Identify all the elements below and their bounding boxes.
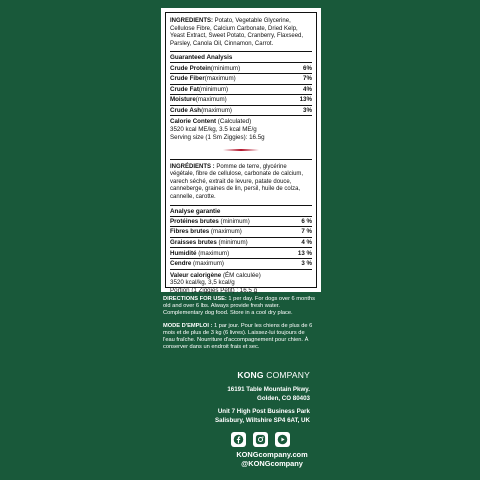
calorie-line2-en: Serving size (1 Sm Ziggies): 16.5g [170,133,265,141]
ingredients-fr-text: Pomme de terre, glycérine végétale, fibre de cellulose, carbonate de calcium, varech séché, extrait de levure, patate douce, canneberge, graines de lin, persil, huile de colza, cannelle, carotte. [170,163,304,200]
analysis-row-label [170,65,240,72]
nutrient-qualifier: (maximum) [196,249,230,257]
nutrient-value: 4 % [301,239,312,247]
directions-en [163,296,318,317]
nutrient-value: 4% [303,85,312,93]
calorie-qual-en: (Calculated) [216,118,252,126]
calorie-content-en [170,118,312,141]
nutrient-value: 6 % [301,217,312,225]
analysis-row-en [170,73,312,84]
youtube-icon[interactable] [275,432,290,447]
nutrient-qualifier: (minimum) [198,85,229,93]
brand-rest: COMPANY [263,370,310,380]
calorie-content-fr [170,272,312,295]
nutrient-name: Cendre [170,260,192,268]
directions-block [163,296,318,357]
nutrient-name: Graisses brutes [170,239,217,247]
nutrient-name: Moisture [170,96,196,104]
directions-fr-label: MODE D'EMPLOI : [163,323,213,329]
company-info [215,370,310,430]
nutrient-name: Fibres brutes [170,228,210,236]
nutrient-qualifier: (maximum) [209,228,242,236]
nutrient-value: 6% [303,64,312,72]
nutrient-value: 7% [303,75,312,83]
analysis-table-en [170,62,312,116]
analysis-row-label [170,75,236,82]
ingredients-fr [170,164,312,202]
nutrition-panel [161,8,321,292]
address-uk-line1: Unit 7 High Post Business Park [217,408,310,416]
calorie-label-fr: Valeur calorigène [170,271,222,279]
address-us-line2: Golden, CO 80403 [257,394,310,402]
analysis-row-label [170,96,227,103]
analysis-row-en [170,84,312,95]
nutrient-qualifier: (maximum) [204,75,236,83]
directions-fr-text: 1 par jour. Pour les chiens de plus de 6 mois et de plus de 3 kg (6 livres). Laissez-lui toujours de l'eau fraîche. Nourriture d'accompagnement pour chien. À conserver dans un endroit frais et sec. [163,323,313,350]
analysis-row-fr [170,237,312,248]
nutrient-value: 3 % [301,260,312,268]
nutrient-qualifier: (minimum) [216,239,248,247]
nutrient-name: Crude Protein [170,64,211,72]
address-us-line1: 16191 Table Mountain Pkwy. [227,386,310,393]
analysis-row-fr [170,226,312,237]
ingredients-fr-label: INGRÉDIENTS : [170,163,215,170]
ingredients-en-text: Potato, Vegetable Glycerine, Cellulose Fibre, Calcium Carbonate, Dried Kelp, Yeast Extract, Sweet Potato, Cranberry, Flaxseed, Parsley, Canola Oil, Cinnamon, Carrot. [170,18,304,47]
analysis-table-fr [170,216,312,270]
nutrient-qualifier: (minimum) [218,217,250,225]
analysis-row-en [170,62,312,73]
nutrient-name: Humidité [170,249,197,257]
nutrition-panel-inner [165,12,317,294]
brand-bold: KONG [237,370,264,380]
analysis-title-fr: Analyse garantie [170,205,312,215]
analysis-row-label [170,260,224,267]
analysis-row-label [170,228,242,235]
calorie-line1-fr: 3520 kcal/kg, 3,5 kcal/g [170,279,235,287]
calorie-qual-fr: (ÉM calculée) [221,271,261,279]
calorie-line2-fr: Portion (1 Ziggies Petit) : 16,5 g [170,286,258,294]
directions-en-text: 1 per day. For dogs over 6 months old and over 6 lbs. Always provide fresh water. Complementary dog food. Store in a cool dry place. [163,296,315,316]
analysis-row-fr [170,258,312,270]
address-uk [215,408,310,425]
address-uk-line2: Salisbury, Wiltshire SP4 6AT, UK [215,416,310,424]
analysis-row-label [170,239,248,246]
nutrient-qualifier: (maximum) [195,96,227,104]
analysis-row-label [170,107,232,114]
analysis-row-label [170,86,228,93]
analysis-row-fr [170,247,312,258]
calorie-line1-en: 3520 kcal ME/kg, 3.5 kcal ME/g [170,125,257,133]
nutrient-value: 7 % [301,228,312,236]
analysis-row-label [170,218,250,225]
social-icons [231,432,290,447]
section-rule [170,159,312,160]
ingredients-en [170,18,312,48]
analysis-row-en [170,105,312,117]
nutrient-name: Crude Fat [170,85,199,93]
nutrient-name: Crude Ash [170,107,202,115]
company-brand [215,370,310,380]
facebook-icon[interactable] [231,432,246,447]
calorie-label-en: Calorie Content [170,118,217,126]
nutrient-name: Crude Fiber [170,75,205,83]
analysis-row-en [170,94,312,105]
nutrient-qualifier: (maximum) [201,107,232,115]
nutrient-value: 13% [299,96,312,104]
directions-fr [163,323,318,351]
analysis-row-label [170,250,229,257]
nutrient-value: 3% [303,107,312,115]
instagram-icon[interactable] [253,432,268,447]
address-us [215,386,310,403]
nutrient-qualifier: (minimum) [210,64,241,72]
ingredients-en-label: INGREDIENTS: [170,18,214,24]
section-divider [223,149,259,151]
nutrient-qualifier: (maximum) [191,260,224,268]
social-handle[interactable]: @KONGcompany [241,459,303,468]
nutrient-value: 13 % [297,249,312,257]
company-web [222,450,322,468]
analysis-title-en: Guaranteed Analysis [170,51,312,61]
nutrient-name: Protéines brutes [170,217,219,225]
analysis-row-fr [170,216,312,227]
directions-en-label: DIRECTIONS FOR USE: [163,296,227,302]
website-link[interactable]: KONGcompany.com [236,450,308,459]
